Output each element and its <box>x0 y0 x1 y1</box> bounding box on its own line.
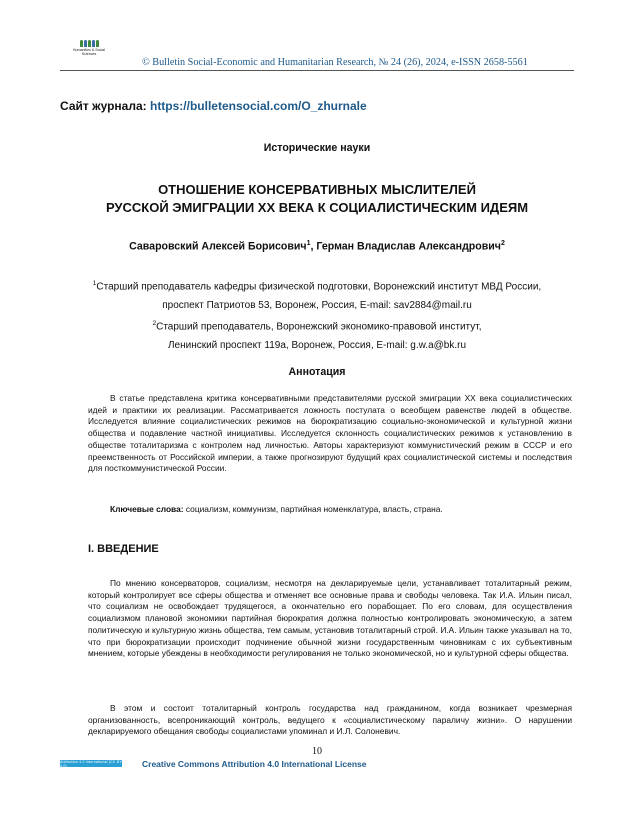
journal-logo <box>66 40 112 56</box>
section-label: Исторические науки <box>263 142 371 154</box>
cc-badge-text: Attribution 4.0 International (CC BY 4.0) <box>60 759 122 768</box>
authors: Саваровский Алексей Борисович$^1$, Герман Владислав Александрович$^2$ <box>129 240 505 253</box>
annotation-heading: Аннотация <box>288 366 346 378</box>
intro-paragraph-2: В этом и состоит тоталитарный контроль государства над гражданином, когда возникает чрезмерная организованность, всепроникающий контроль, ведущего к «социалистическому параличу жизни». О нарушении декларируемого обещания свободы социалистами упоминал и И.Л. Солоневич. <box>88 703 572 737</box>
cc-license-badge[interactable] <box>60 760 122 767</box>
keywords-label: Ключевые слова: <box>110 504 184 514</box>
intro-paragraph-1: По мнению консерваторов, социализм, несмотря на декларируемые цели, устанавливает тоталитарный режим, который контролирует все сферы общества и отменяет все основные права и свободы человека. Так И.А. Ильин писал, что социализм не освобождает трудящегося, а окончательно его порабощает. По его словам, для осуществления социализмом плановой экономики партийная бюрократия должна полностью контролировать экономическую, а затем политическую и культурную жизнь общества, тем самым, установив тоталитарный строй. И.А. Ильин также указывал на то, что при бюрократизации происходит подчинение обычной жизни государственным чиновникам с их субъективным мнением, которые убеждены в необходимости регулирования не только экономической, но и культурной сферы общества. <box>88 578 572 659</box>
affiliation-1-line-2: проспект Патриотов 53, Воронеж, Россия, E-mail: sav2884@mail.ru <box>162 299 472 311</box>
journal-citation: © Bulletin Social-Economic and Humanitarian Research, № 24 (26), 2024, e-ISSN 2658-5561 <box>142 57 528 68</box>
title-line-1: ОТНОШЕНИЕ КОНСЕРВАТИВНЫХ МЫСЛИТЕЛЕЙ <box>158 182 476 197</box>
journal-site <box>60 99 367 113</box>
author-2: Герман Владислав Александрович <box>316 240 501 253</box>
affiliation-2-line-2: Ленинский проспект 119а, Воронеж, Россия, E-mail: g.w.a@bk.ru <box>167 340 467 352</box>
affiliation-1-line-1: $^1$Старший преподаватель кафедры физической подготовки, Воронежский институт МВД России, <box>92 280 542 293</box>
site-url-link[interactable]: https://bulletensocial.com/O_zhurnale <box>149 99 367 113</box>
intro-heading: I. ВВЕДЕНИЕ <box>88 543 159 555</box>
keywords-text: социализм, коммунизм, партийная номенклатура, власть, страна. <box>183 504 443 514</box>
site-label: Сайт журнала: <box>60 99 150 113</box>
article-title <box>60 181 574 217</box>
logo-caption: Humanities & Social Sciences <box>72 48 106 56</box>
license-link[interactable]: Creative Commons Attribution 4.0 International License <box>142 759 367 769</box>
affiliations <box>40 275 594 356</box>
page-number: 10 <box>312 746 322 757</box>
title-line-2: РУССКОЙ ЭМИГРАЦИИ XX ВЕКА К СОЦИАЛИСТИЧЕСКИМ ИДЕЯМ <box>105 200 529 215</box>
header-divider <box>60 70 574 71</box>
people-icon <box>66 40 112 47</box>
keywords <box>110 504 443 514</box>
affiliation-2-line-1: $^2$Старший преподаватель, Воронежский экономико-правовой институт, <box>152 320 482 333</box>
author-1: Саваровский Алексей Борисович <box>129 240 307 253</box>
annotation-text: В статье представлена критика консервативными представителями русской эмиграции XX века социалистических идей и практики их реализации. Рассматривается ложность постулата о всеобщем равенстве людей в обществе. Исследуется влияние социалистических режимов на бюрократизацию социально-экономической и культурной жизни общества и подавление частной инициативы. Исследуется склонность социалистических режимов к установлению в обществе тоталитаризма с контролем над личностью. Авторы характеризуют коммунистический режим в СССР и его преемственность от Российской империи, а также прогнозируют будущий крах социалистической системы и последствия для посткоммунистической России. <box>88 393 572 474</box>
